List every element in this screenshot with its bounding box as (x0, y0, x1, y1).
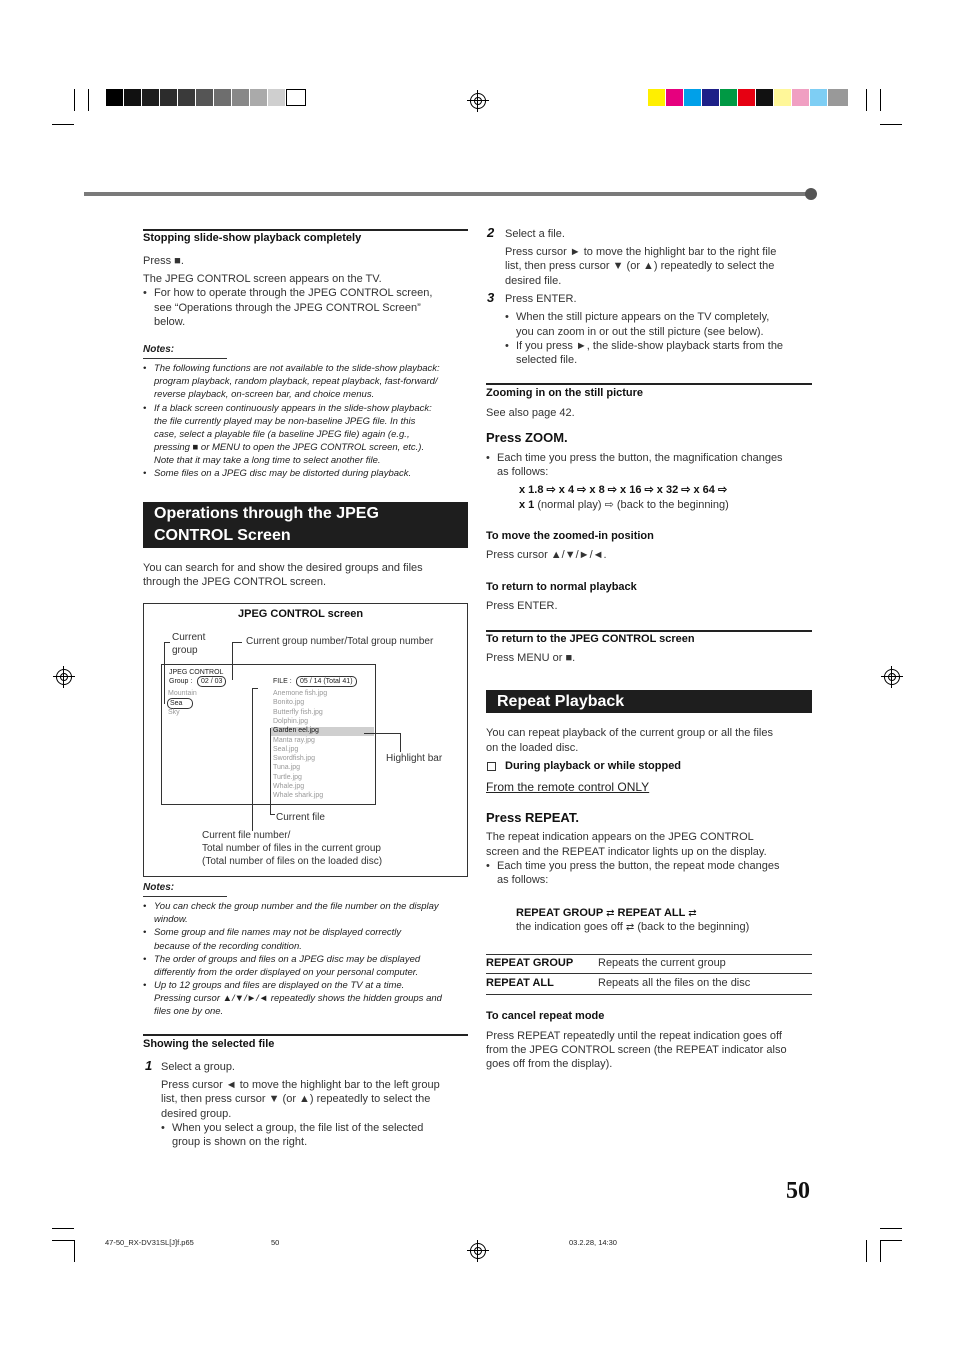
diagram-title: JPEG CONTROL screen (238, 608, 364, 620)
step3-title: Press ENTER. (505, 293, 577, 305)
callout-line (270, 814, 275, 815)
repeat-group-step: REPEAT GROUP (516, 907, 603, 919)
section-rule (486, 630, 812, 632)
ops-title-line2: CONTROL Screen (154, 527, 291, 544)
note-item-cont: the file currently played may be non-baseline JPEG file. In this (154, 416, 416, 427)
step2-text: list, then press cursor ▼ (or ▲) repeatedly to select the (505, 260, 775, 272)
cancel-repeat-text: from the JPEG CONTROL screen (the REPEAT indicator also (486, 1044, 787, 1056)
cancel-repeat-title: To cancel repeat mode (486, 1010, 605, 1022)
step1-bullet: • When you select a group, the file list of the selected (161, 1122, 424, 1134)
footer-page: 50 (271, 1238, 280, 1247)
ops-intro: You can search for and show the desired groups and files (143, 562, 423, 574)
note-item-cont: case, select a playable file (a baseline JPEG file) again (e.g., (154, 429, 410, 440)
press-repeat: Press REPEAT. (486, 810, 579, 825)
cycle-arrow-icon: ⇄ (688, 908, 697, 919)
note-item: • You can check the group number and the file number on the display (143, 901, 439, 912)
group-label: Group : (169, 678, 193, 685)
normal-playback-title: To return to normal playback (486, 581, 637, 593)
repeat-section-banner: Repeat Playback (486, 690, 812, 713)
zoom-bullet: • Each time you press the button, the magnification changes (486, 452, 783, 464)
step1-title: Select a group. (161, 1061, 235, 1073)
group-number-value: 02 / 03 (197, 676, 226, 687)
note-item-cont: program playback, random playback, repeat playback, fast-forward/ (154, 376, 438, 387)
note-item-cont: pressing ■ or MENU to open the JPEG CONTROL screen, etc.). (154, 442, 425, 453)
file-item[interactable]: Whale.jpg (273, 783, 305, 790)
table-mode: REPEAT ALL (486, 977, 554, 989)
zoom-title: Zooming in on the still picture (486, 387, 644, 399)
file-label: FILE : (273, 678, 292, 685)
table-desc: Repeats the current group (598, 957, 726, 969)
note-item: • Up to 12 groups and files are displayed on the TV at a time. (143, 980, 405, 991)
step-number: 3 (487, 290, 495, 305)
note-item-cont: window. (154, 914, 188, 925)
step1-text: desired group. (161, 1108, 232, 1120)
zoom-sequence-cont: x 1 (normal play) ⇨ (back to the beginning) (519, 499, 729, 511)
step3-bullet-cont: selected file. (516, 354, 578, 366)
step-number: 1 (145, 1058, 153, 1073)
ops-title-line1: Operations through the JPEG (154, 505, 379, 522)
callout-line (232, 642, 242, 643)
current-group-label-cont: group (172, 645, 198, 656)
cancel-repeat-text: goes off from the display). (486, 1058, 613, 1070)
return-jpeg-text: Press MENU or ■. (486, 652, 576, 664)
zoom-sequence: x 1.8 ⇨ x 4 ⇨ x 8 ⇨ x 16 ⇨ x 32 ⇨ x 64 ⇨ (519, 484, 728, 496)
callout-line (270, 728, 271, 814)
repeat-all-step: REPEAT ALL (617, 907, 686, 919)
file-item[interactable]: Anemone fish.jpg (273, 690, 328, 697)
footer-file: 47-50_RX-DV31SL[J]f.p65 (105, 1238, 194, 1247)
zoom-see-also: See also page 42. (486, 407, 575, 419)
note-item: • The order of groups and files on a JPEG disc may be displayed (143, 954, 421, 965)
highlight-bar-label: Highlight bar (386, 753, 443, 764)
file-number-label: Current file number/ (202, 830, 291, 841)
during-playback-label: During playback or while stopped (505, 760, 682, 772)
note-item: • Some group and file names may not be displayed correctly (143, 927, 402, 938)
move-zoom-text: Press cursor ▲/▼/►/◄. (486, 549, 607, 561)
stop-line1: The JPEG CONTROL screen appears on the TV. (143, 273, 382, 285)
note-item-cont: Note that it may take a long time to select another file. (154, 455, 381, 466)
file-item[interactable]: Bonito.jpg (273, 699, 305, 707)
checkbox-icon (487, 762, 496, 771)
repeat-intro-cont: on the loaded disc. (486, 742, 579, 754)
registration-mark-left (56, 669, 72, 685)
note-item: • If a black screen continuously appears in the slide-show playback: (143, 403, 432, 414)
note-item-cont: Pressing cursor ▲/▼/►/◄ repeatedly shows the hidden groups and (154, 993, 442, 1004)
table-rule (486, 994, 812, 995)
file-number-label-cont: Total number of files in the current group (202, 843, 381, 854)
callout-line (252, 688, 253, 831)
file-item[interactable]: Swordfish.jpg (273, 755, 316, 763)
screen-title: JPEG CONTROL (169, 669, 224, 676)
table-desc: Repeats all the files on the disc (598, 977, 751, 989)
section-rule (486, 383, 812, 385)
normal-playback-text: Press ENTER. (486, 600, 558, 612)
table-mode: REPEAT GROUP (486, 957, 574, 969)
notes-title: Notes: (143, 882, 175, 893)
note-item: • The following functions are not available to the slide-show playback: (143, 363, 440, 374)
repeat-bullet: • Each time you press the button, the repeat mode changes (486, 860, 780, 872)
registration-mark-bottom (470, 1243, 486, 1259)
step3-bullet: • When the still picture appears on the TV completely, (505, 311, 770, 323)
step3-bullet-cont: you can zoom in or out the still picture (see below). (516, 326, 764, 338)
file-number-value: 05 / 14 (Total 41) (296, 676, 357, 687)
table-rule (486, 954, 812, 955)
repeat-text: The repeat indication appears on the JPEG CONTROL (486, 831, 754, 843)
return-jpeg-title: To return to the JPEG CONTROL screen (486, 633, 695, 645)
notes-rule (143, 896, 227, 897)
step3-bullet: • If you press ►, the slide-show playback starts from the (505, 340, 784, 352)
registration-mark-right (884, 669, 900, 685)
callout-line (164, 642, 170, 643)
stop-bullet-cont: below. (154, 316, 186, 328)
header-rule-dot (805, 188, 817, 200)
current-file-label: Current file (276, 812, 325, 823)
stop-press: Press ■. (143, 255, 184, 267)
cycle-arrow-icon: ⇄ (625, 922, 635, 933)
callout-line (252, 688, 258, 689)
file-item[interactable]: Seal.jpg (273, 745, 299, 753)
group-item[interactable]: Sky (168, 709, 180, 716)
file-item[interactable]: Manta ray.jpg (273, 736, 315, 744)
note-item-cont: differently from the order displayed on your personal computer. (154, 967, 419, 978)
remote-only-label: From the remote control ONLY (486, 780, 650, 794)
zoom-bullet-cont: as follows: (497, 466, 549, 478)
cycle-arrow-icon: ⇄ (606, 908, 615, 919)
file-item-selected[interactable]: Garden eel.jpg (273, 727, 319, 735)
note-item-cont: because of the recording condition. (154, 941, 302, 952)
repeat-text: screen and the REPEAT indicator lights up on the display. (486, 846, 767, 858)
note-item-cont: reverse playback, on-screen bar, and choice menus. (154, 389, 375, 400)
step1-bullet-cont: group is shown on the right. (172, 1136, 308, 1148)
showing-title: Showing the selected file (143, 1038, 275, 1050)
step2-title: Select a file. (505, 228, 565, 240)
stop-title: Stopping slide-show playback completely (143, 232, 362, 244)
step1-text: Press cursor ◄ to move the highlight bar to the left group (161, 1079, 440, 1091)
file-number-label-cont: (Total number of files on the loaded disc) (202, 856, 383, 867)
repeat-intro: You can repeat playback of the current group or all the files (486, 727, 773, 739)
stop-bullet-cont: see “Operations through the JPEG CONTROL Screen” (154, 302, 421, 314)
group-item-selected[interactable]: Sea (167, 698, 193, 709)
section-rule (143, 229, 468, 231)
current-group-label: Current (172, 632, 206, 643)
note-item-cont: files one by one. (154, 1006, 224, 1017)
file-item[interactable]: Tuna.jpg (273, 764, 300, 772)
file-item[interactable]: Whale shark.jpg (273, 792, 324, 800)
group-item[interactable]: Mountain (168, 690, 197, 697)
move-zoom-title: To move the zoomed-in position (486, 530, 654, 542)
ops-section-banner (143, 502, 468, 548)
table-rule (486, 973, 812, 974)
section-rule (143, 1034, 468, 1036)
footer-date: 03.2.28, 14:30 (569, 1238, 617, 1247)
cancel-repeat-text: Press REPEAT repeatedly until the repeat indication goes off (486, 1030, 782, 1042)
press-zoom: Press ZOOM. (486, 430, 568, 445)
ops-intro-cont: through the JPEG CONTROL screen. (143, 576, 326, 588)
group-number-label: Current group number/Total group number (246, 636, 434, 647)
repeat-bullet-cont: as follows: (497, 874, 549, 886)
note-item: • Some files on a JPEG disc may be distorted during playback. (143, 468, 412, 479)
callout-line (400, 733, 401, 752)
repeat-sequence-cont: the indication goes off ⇄ (back to the beginning) (516, 921, 750, 933)
callout-line (364, 733, 400, 734)
file-item[interactable]: Dolphin.jpg (273, 717, 309, 725)
step2-text: desired file. (505, 275, 562, 287)
file-item[interactable]: Turtle.jpg (273, 773, 302, 781)
step-number: 2 (487, 225, 495, 240)
step2-text: Press cursor ► to move the highlight bar to the right file (505, 246, 777, 258)
notes-title: Notes: (143, 344, 175, 355)
header-rule (84, 192, 810, 196)
notes-rule (143, 358, 227, 359)
stop-bullet: • For how to operate through the JPEG CONTROL screen, (143, 287, 433, 299)
file-item[interactable]: Butterfly fish.jpg (273, 708, 323, 716)
registration-mark-top (470, 93, 486, 109)
step1-text: list, then press cursor ▼ (or ▲) repeatedly to select the (161, 1093, 431, 1105)
page-number: 50 (786, 1178, 810, 1204)
